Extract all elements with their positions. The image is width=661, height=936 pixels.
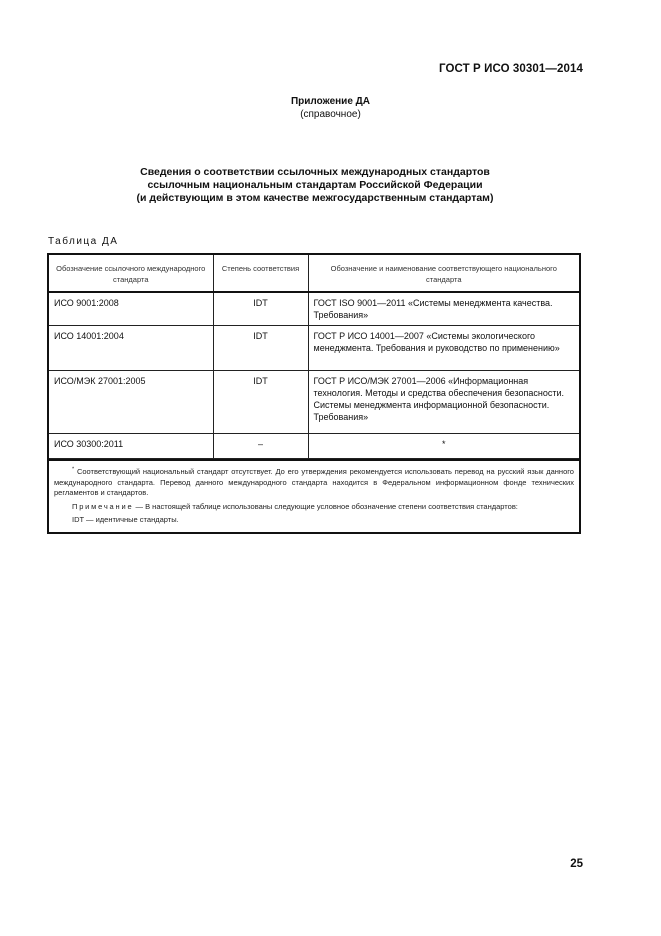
cell-intl-standard: ИСО 9001:2008 <box>49 292 213 326</box>
cell-degree: IDT <box>213 371 308 434</box>
section-heading <box>60 166 570 205</box>
note-text: — В настоящей таблице использованы следующие условное обозначение степени соответствия стандартов: <box>135 501 518 511</box>
document-code: ГОСТ Р ИСО 30301—2014 <box>438 63 583 75</box>
page-number: 25 <box>570 858 583 870</box>
appendix-block <box>0 95 661 121</box>
degree-legend: IDT — идентичные стандарты. <box>72 515 179 524</box>
table-header-row <box>49 255 579 292</box>
column-header-national: Обозначение и наименование соответствующего национального стандарта <box>308 255 579 292</box>
correspondence-table <box>47 253 581 534</box>
cell-national-standard: ГОСТ Р ИСО/МЭК 27001—2006 «Информационная технология. Методы и средства обеспечения безопасности. Системы менеджмента информационной безопасности. Требования» <box>308 371 579 434</box>
heading-line-1: Сведения о соответствии ссылочных международных стандартов <box>140 166 490 178</box>
cell-national-standard: ГОСТ Р ИСО 14001—2007 «Системы экологического менеджмента. Требования и руководство по применению» <box>308 326 579 371</box>
table-row <box>49 434 579 459</box>
cell-intl-standard: ИСО 14001:2004 <box>49 326 213 371</box>
cell-degree: IDT <box>213 292 308 326</box>
cell-national-standard: * <box>308 434 579 459</box>
table-row <box>49 326 579 371</box>
column-header-degree: Степень соответствия <box>213 255 308 292</box>
appendix-title: Приложение ДА <box>290 96 371 107</box>
cell-intl-standard: ИСО/МЭК 27001:2005 <box>49 371 213 434</box>
cell-degree: IDT <box>213 326 308 371</box>
table-row <box>49 371 579 434</box>
cell-degree: – <box>213 434 308 459</box>
footnote-mark: * <box>72 466 75 473</box>
appendix-subtitle: (справочное) <box>300 109 361 120</box>
note-label: Примечание <box>72 501 134 511</box>
table-notes <box>49 459 579 532</box>
footnote-text: Соответствующий национальный стандарт отсутствует. До его утверждения рекомендуется использовать перевод на русский язык данного международного стандарта. Перевод данного международного стандарта находится в Федеральном информационном фонде технических регламентов и стандартов. <box>54 467 574 497</box>
cell-national-standard: ГОСТ ISO 9001—2011 «Системы менеджмента качества. Требования» <box>308 292 579 326</box>
heading-line-2: ссылочным национальным стандартам Российской Федерации <box>147 179 483 191</box>
table-row <box>49 292 579 326</box>
table-note <box>54 502 574 513</box>
cell-intl-standard: ИСО 30300:2011 <box>49 434 213 459</box>
heading-line-3: (и действующим в этом качестве межгосударственным стандартам) <box>136 192 494 204</box>
table-caption: Таблица ДА <box>48 236 119 247</box>
footnote <box>54 467 574 499</box>
column-header-intl: Обозначение ссылочного международного стандарта <box>49 255 213 292</box>
